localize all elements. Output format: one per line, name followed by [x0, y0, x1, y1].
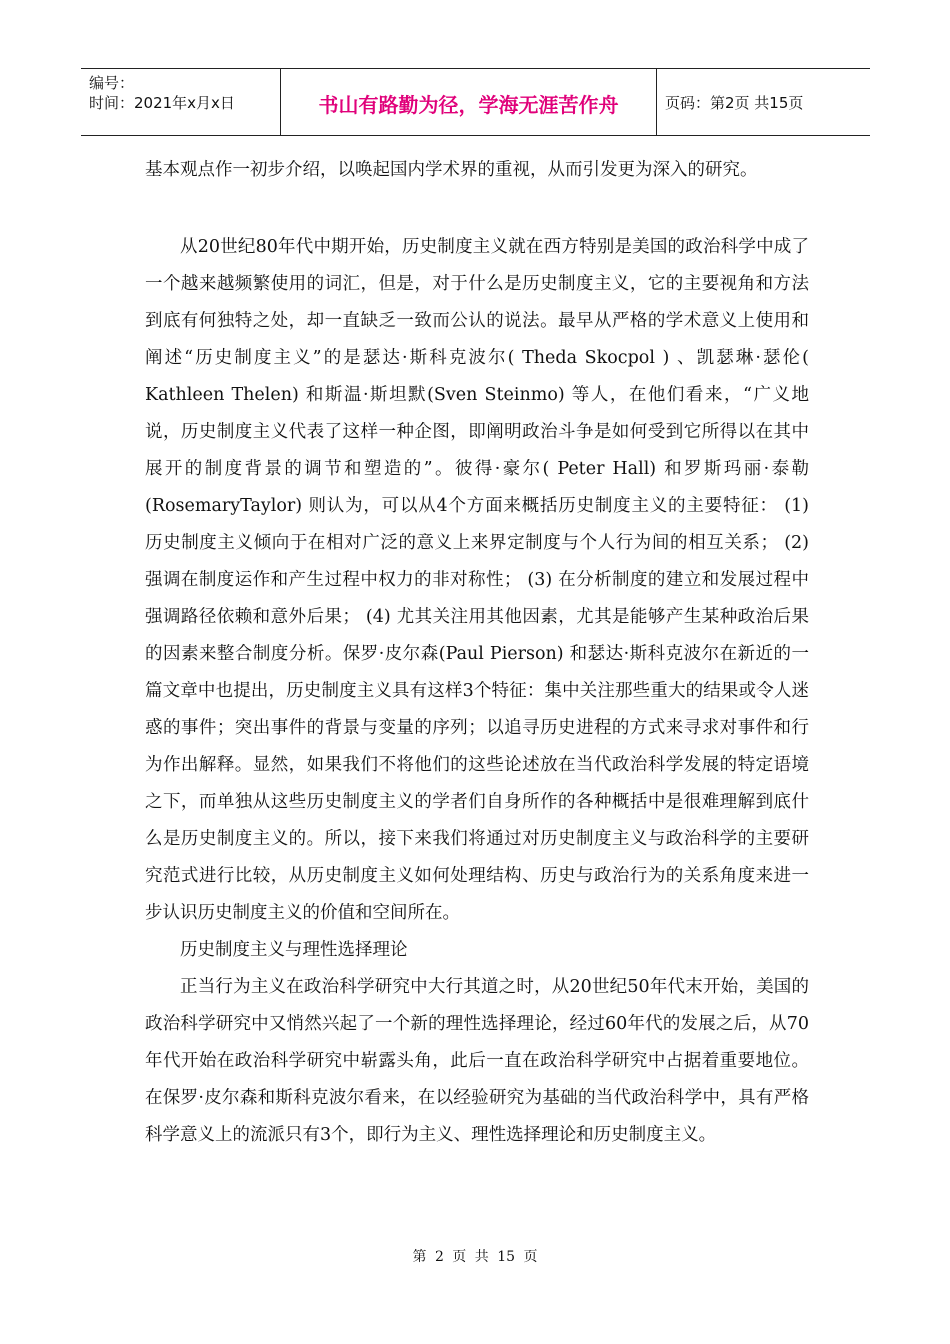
document-date-label: 时间：2021年x月x日 [89, 94, 235, 112]
header-meta [81, 69, 281, 135]
document-body [145, 152, 809, 1154]
paragraph-intro-continuation: 基本观点作一初步介绍，以唤起国内学术界的重视，从而引发更为深入的研究。 [145, 160, 758, 180]
paragraph-historical-institutionalism: 从20世纪80年代中期开始，历史制度主义就在西方特别是美国的政治科学中成了一个越来越频繁使用的词汇，但是，对于什么是历史制度主义，它的主要视角和方法到底有何独特之处，却一直缺乏一致而公认的说法。最早从严格的学术意义上使用和阐述“历史制度主义”的是瑟达·斯科克波尔( Theda Skocpol ) 、凯瑟琳·瑟伦( Kathleen Thelen) 和斯温·斯坦默(Sven Steinmo) 等人，在他们看来，“广义地说，历史制度主义代表了这样一种企图，即阐明政治斗争是如何受到它所得以在其中展开的制度背景的调节和塑造的”。彼得·豪尔( Peter Hall) 和罗斯玛丽·泰勒(RosemaryTaylor) 则认为，可以从4个方面来概括历史制度主义的主要特征： (1) 历史制度主义倾向于在相对广泛的意义上来界定制度与个人行为间的相互关系； (2) 强调在制度运作和产生过程中权力的非对称性； (3) 在分析制度的建立和发展过程中强调路径依赖和意外后果； (4) 尤其关注用其他因素，尤其是能够产生某种政治后果的因素来整合制度分析。保罗·皮尔森(Paul Pierson) 和瑟达·斯科克波尔在新近的一篇文章中也提出，历史制度主义具有这样3个特征：集中关注那些重大的结果或令人迷惑的事件；突出事件的背景与变量的序列；以追寻历史进程的方式来寻求对事件和行为作出解释。显然，如果我们不将他们的这些论述放在当代政治科学发展的特定语境之下，而单独从这些历史制度主义的学者们自身所作的各种概括中是很难理解到底什么是历史制度主义的。所以，接下来我们将通过对历史制度主义与政治科学的主要研究范式进行比较，从历史制度主义如何处理结构、历史与政治行为的关系角度来进一步认识历史制度主义的价值和空间所在。 [145, 237, 809, 923]
page-footer: 第 2 页 共 15 页 [412, 1249, 538, 1265]
header-page-info: 页码：第2页 共15页 [665, 93, 804, 112]
header-motto: 书山有路勤为径，学海无涯苦作舟 [281, 69, 657, 135]
section-heading: 历史制度主义与理性选择理论 [180, 940, 408, 960]
page-header [81, 68, 870, 136]
document-number-label: 编号： [89, 74, 135, 92]
paragraph-rational-choice: 正当行为主义在政治科学研究中大行其道之时，从20世纪50年代末开始，美国的政治科学研究中又悄然兴起了一个新的理性选择理论，经过60年代的发展之后，从70年代开始在政治科学研究中崭露头角，此后一直在政治科学研究中占据着重要地位。在保罗·皮尔森和斯科克波尔看来，在以经验研究为基础的当代政治科学中，具有严格科学意义上的流派只有3个，即行为主义、理性选择理论和历史制度主义。 [145, 977, 809, 1145]
